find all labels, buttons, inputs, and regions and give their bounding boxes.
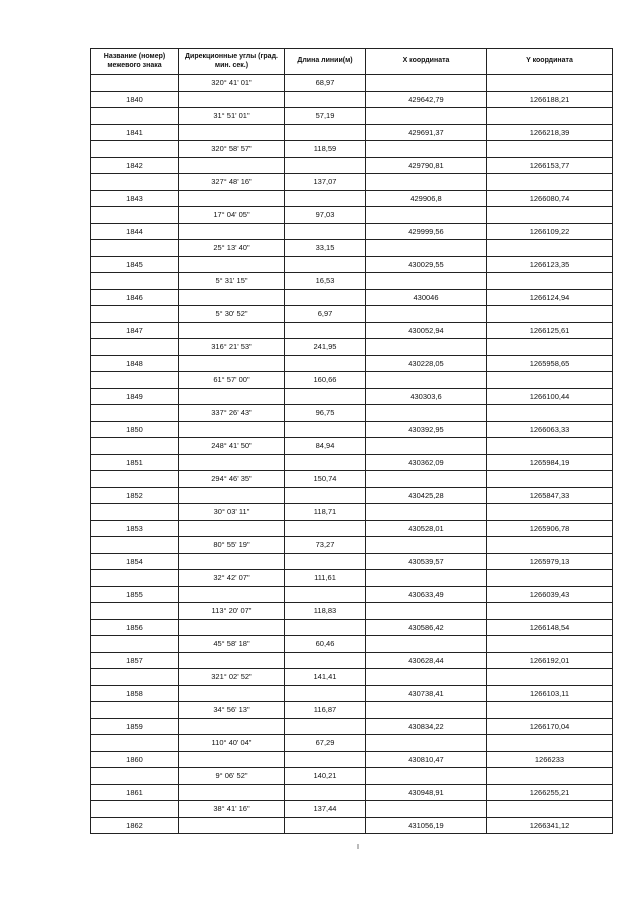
cell-angle (179, 487, 285, 504)
cell-name (91, 174, 179, 191)
cell-x: 430362,09 (366, 454, 487, 471)
cell-length: 160,66 (285, 372, 366, 389)
cell-angle: 61° 57' 00" (179, 372, 285, 389)
cell-name (91, 603, 179, 620)
cell-angle: 337° 26' 43" (179, 405, 285, 422)
table-row (91, 421, 613, 438)
cell-name (91, 273, 179, 290)
cell-angle: 316° 21' 53" (179, 339, 285, 356)
cell-angle: 9° 06' 52" (179, 768, 285, 785)
cell-x: 430948,91 (366, 784, 487, 801)
cell-y: 1266080,74 (487, 190, 613, 207)
cell-y: 1266123,35 (487, 256, 613, 273)
cell-name: 1842 (91, 157, 179, 174)
cell-name: 1840 (91, 91, 179, 108)
cell-name (91, 141, 179, 158)
cell-x (366, 174, 487, 191)
cell-length: 118,83 (285, 603, 366, 620)
cell-name (91, 768, 179, 785)
cell-y: 1266341,12 (487, 817, 613, 834)
table-row (91, 91, 613, 108)
table-row (91, 685, 613, 702)
cell-angle: 294° 46' 35" (179, 471, 285, 488)
table-row (91, 603, 613, 620)
cell-length: 96,75 (285, 405, 366, 422)
cell-length (285, 355, 366, 372)
header-x: X координата (366, 49, 487, 75)
cell-name (91, 735, 179, 752)
cell-name: 1845 (91, 256, 179, 273)
cell-length (285, 256, 366, 273)
cell-name: 1854 (91, 553, 179, 570)
cell-y (487, 801, 613, 818)
cell-y: 1266233 (487, 751, 613, 768)
cell-y (487, 306, 613, 323)
cell-y: 1265958,65 (487, 355, 613, 372)
cell-name: 1859 (91, 718, 179, 735)
table-row (91, 586, 613, 603)
table-row (91, 157, 613, 174)
cell-y: 1265984,19 (487, 454, 613, 471)
cell-x (366, 603, 487, 620)
cell-x (366, 702, 487, 719)
cell-angle: 80° 55' 19" (179, 537, 285, 554)
cell-y: 1266039,43 (487, 586, 613, 603)
cell-angle (179, 256, 285, 273)
cell-name (91, 240, 179, 257)
cell-length (285, 157, 366, 174)
table-row (91, 768, 613, 785)
table-row (91, 702, 613, 719)
cell-length (285, 190, 366, 207)
cell-length: 140,21 (285, 768, 366, 785)
cell-x (366, 570, 487, 587)
cell-length (285, 124, 366, 141)
table-row (91, 240, 613, 257)
cell-name: 1861 (91, 784, 179, 801)
cell-length (285, 817, 366, 834)
table-row (91, 784, 613, 801)
cell-name (91, 108, 179, 125)
cell-x (366, 339, 487, 356)
cell-angle: 45° 58' 18" (179, 636, 285, 653)
cell-length (285, 388, 366, 405)
cell-angle: 5° 30' 52" (179, 306, 285, 323)
cell-angle: 327° 48' 16" (179, 174, 285, 191)
table-row (91, 652, 613, 669)
cell-x (366, 108, 487, 125)
cell-y (487, 108, 613, 125)
header-y: Y координата (487, 49, 613, 75)
cell-angle: 32° 42' 07" (179, 570, 285, 587)
cell-name: 1848 (91, 355, 179, 372)
cell-length: 241,95 (285, 339, 366, 356)
cell-angle: 31° 51' 01" (179, 108, 285, 125)
cell-name: 1850 (91, 421, 179, 438)
cell-length (285, 91, 366, 108)
cell-x (366, 438, 487, 455)
table-row (91, 322, 613, 339)
cell-y (487, 504, 613, 521)
cell-angle (179, 322, 285, 339)
table-row (91, 190, 613, 207)
cell-angle: 320° 58' 57" (179, 141, 285, 158)
table-row (91, 487, 613, 504)
table-row (91, 438, 613, 455)
cell-y (487, 702, 613, 719)
cell-x: 430539,57 (366, 553, 487, 570)
cell-length (285, 784, 366, 801)
cell-name: 1847 (91, 322, 179, 339)
cell-y (487, 174, 613, 191)
cell-name (91, 801, 179, 818)
cell-length (285, 718, 366, 735)
cell-name (91, 405, 179, 422)
cell-angle: 25° 13' 40" (179, 240, 285, 257)
table-row (91, 108, 613, 125)
cell-length: 33,15 (285, 240, 366, 257)
table-row (91, 735, 613, 752)
cell-x: 430392,95 (366, 421, 487, 438)
cell-length: 84,94 (285, 438, 366, 455)
cell-x (366, 537, 487, 554)
cell-y (487, 273, 613, 290)
table-row (91, 273, 613, 290)
cell-y (487, 636, 613, 653)
cell-name (91, 471, 179, 488)
cell-angle (179, 685, 285, 702)
cell-name: 1841 (91, 124, 179, 141)
cell-angle (179, 388, 285, 405)
cell-angle (179, 91, 285, 108)
cell-x: 430052,94 (366, 322, 487, 339)
cell-angle (179, 289, 285, 306)
cell-length: 118,71 (285, 504, 366, 521)
cell-name: 1860 (91, 751, 179, 768)
cell-y: 1266148,54 (487, 619, 613, 636)
cell-length: 68,97 (285, 75, 366, 92)
cell-y (487, 240, 613, 257)
table-row (91, 223, 613, 240)
cell-angle (179, 454, 285, 471)
cell-y: 1266103,11 (487, 685, 613, 702)
cell-x (366, 141, 487, 158)
cell-y (487, 438, 613, 455)
cell-x (366, 372, 487, 389)
cell-name: 1857 (91, 652, 179, 669)
scan-speck (357, 844, 359, 849)
cell-angle (179, 190, 285, 207)
table-row (91, 570, 613, 587)
table-row (91, 801, 613, 818)
cell-length (285, 751, 366, 768)
header-angles: Дирекционные углы (град. мин. сек.) (179, 49, 285, 75)
cell-angle (179, 421, 285, 438)
cell-length (285, 487, 366, 504)
cell-angle (179, 223, 285, 240)
cell-y: 1265847,33 (487, 487, 613, 504)
cell-name: 1849 (91, 388, 179, 405)
cell-y: 1266109,22 (487, 223, 613, 240)
cell-y: 1265906,78 (487, 520, 613, 537)
cell-y (487, 735, 613, 752)
cell-x (366, 75, 487, 92)
cell-x (366, 669, 487, 686)
cell-x: 430046 (366, 289, 487, 306)
cell-y (487, 372, 613, 389)
cell-length: 137,07 (285, 174, 366, 191)
cell-length (285, 454, 366, 471)
cell-angle (179, 157, 285, 174)
cell-angle: 320° 41' 01" (179, 75, 285, 92)
cell-angle (179, 619, 285, 636)
cell-x (366, 735, 487, 752)
cell-x: 430810,47 (366, 751, 487, 768)
cell-y (487, 570, 613, 587)
cell-angle: 17° 04' 05" (179, 207, 285, 224)
cell-name: 1846 (91, 289, 179, 306)
cell-name (91, 504, 179, 521)
cell-x: 430303,6 (366, 388, 487, 405)
cell-y: 1266255,21 (487, 784, 613, 801)
cell-angle: 113° 20' 07" (179, 603, 285, 620)
cell-x: 430633,49 (366, 586, 487, 603)
cell-angle (179, 751, 285, 768)
cell-length: 118,59 (285, 141, 366, 158)
cell-angle (179, 586, 285, 603)
header-length: Длина линии(м) (285, 49, 366, 75)
cell-x (366, 240, 487, 257)
cell-y (487, 75, 613, 92)
cell-length (285, 421, 366, 438)
cell-x: 429790,81 (366, 157, 487, 174)
cell-y (487, 207, 613, 224)
cell-angle (179, 784, 285, 801)
cell-y: 1266124,94 (487, 289, 613, 306)
cell-y: 1266192,01 (487, 652, 613, 669)
cell-name (91, 306, 179, 323)
table-row (91, 124, 613, 141)
cell-y: 1265979,13 (487, 553, 613, 570)
cell-length: 73,27 (285, 537, 366, 554)
cell-length: 16,53 (285, 273, 366, 290)
cell-angle: 321° 02' 52" (179, 669, 285, 686)
cell-y: 1266170,04 (487, 718, 613, 735)
table-row (91, 141, 613, 158)
table-row (91, 471, 613, 488)
table-row (91, 306, 613, 323)
cell-x: 430834,22 (366, 718, 487, 735)
cell-length (285, 652, 366, 669)
table-row (91, 339, 613, 356)
cell-angle (179, 817, 285, 834)
table-row (91, 504, 613, 521)
cell-length: 111,61 (285, 570, 366, 587)
cell-name (91, 570, 179, 587)
cell-x (366, 207, 487, 224)
cell-length (285, 322, 366, 339)
cell-y (487, 768, 613, 785)
cell-x (366, 636, 487, 653)
table-row (91, 553, 613, 570)
table-row (91, 669, 613, 686)
table-row (91, 636, 613, 653)
cell-name: 1843 (91, 190, 179, 207)
cell-angle (179, 520, 285, 537)
cell-x: 430738,41 (366, 685, 487, 702)
table-row (91, 75, 613, 92)
table-row (91, 454, 613, 471)
cell-length (285, 520, 366, 537)
table-row (91, 619, 613, 636)
table-row (91, 718, 613, 735)
cell-x (366, 504, 487, 521)
cell-x: 429999,56 (366, 223, 487, 240)
cell-angle (179, 652, 285, 669)
cell-angle (179, 553, 285, 570)
cell-name: 1851 (91, 454, 179, 471)
cell-length (285, 553, 366, 570)
table-row (91, 372, 613, 389)
cell-name: 1853 (91, 520, 179, 537)
cell-x: 429906,8 (366, 190, 487, 207)
table-row (91, 817, 613, 834)
cell-angle: 5° 31' 15" (179, 273, 285, 290)
cell-angle (179, 355, 285, 372)
cell-length (285, 685, 366, 702)
cell-length: 6,97 (285, 306, 366, 323)
cell-length: 137,44 (285, 801, 366, 818)
table-row (91, 520, 613, 537)
cell-x: 430228,05 (366, 355, 487, 372)
table-row (91, 388, 613, 405)
cell-length (285, 619, 366, 636)
cell-length: 116,87 (285, 702, 366, 719)
cell-x (366, 471, 487, 488)
cell-x: 430586,42 (366, 619, 487, 636)
table-row (91, 256, 613, 273)
cell-x: 430628,44 (366, 652, 487, 669)
table-row (91, 207, 613, 224)
cell-length: 67,29 (285, 735, 366, 752)
cell-length: 97,03 (285, 207, 366, 224)
cell-length (285, 289, 366, 306)
cell-length: 150,74 (285, 471, 366, 488)
cell-x: 429691,37 (366, 124, 487, 141)
cell-y: 1266153,77 (487, 157, 613, 174)
boundary-coordinates-table (90, 48, 613, 834)
cell-name (91, 636, 179, 653)
cell-angle: 110° 40' 04" (179, 735, 285, 752)
cell-y: 1266188,21 (487, 91, 613, 108)
cell-length: 57,19 (285, 108, 366, 125)
table-row (91, 174, 613, 191)
cell-x (366, 405, 487, 422)
cell-y (487, 471, 613, 488)
cell-name (91, 537, 179, 554)
cell-length: 60,46 (285, 636, 366, 653)
cell-name (91, 438, 179, 455)
cell-name: 1852 (91, 487, 179, 504)
cell-y (487, 603, 613, 620)
header-name: Название (номер) межевого знака (91, 49, 179, 75)
cell-name (91, 207, 179, 224)
cell-angle (179, 718, 285, 735)
cell-name (91, 339, 179, 356)
cell-name (91, 669, 179, 686)
cell-y (487, 339, 613, 356)
cell-y: 1266218,39 (487, 124, 613, 141)
cell-x: 430528,01 (366, 520, 487, 537)
cell-x: 430425,28 (366, 487, 487, 504)
table-row (91, 355, 613, 372)
table-row (91, 751, 613, 768)
cell-y (487, 537, 613, 554)
table-header-row (91, 49, 613, 75)
cell-angle: 34° 56' 13" (179, 702, 285, 719)
table-row (91, 289, 613, 306)
cell-name: 1844 (91, 223, 179, 240)
cell-name: 1862 (91, 817, 179, 834)
cell-x (366, 273, 487, 290)
cell-x: 429642,79 (366, 91, 487, 108)
table-row (91, 405, 613, 422)
cell-name: 1856 (91, 619, 179, 636)
cell-x (366, 801, 487, 818)
cell-x (366, 306, 487, 323)
cell-length (285, 223, 366, 240)
cell-name (91, 75, 179, 92)
cell-length: 141,41 (285, 669, 366, 686)
cell-y: 1266100,44 (487, 388, 613, 405)
cell-name (91, 702, 179, 719)
cell-angle: 248° 41' 50" (179, 438, 285, 455)
cell-name (91, 372, 179, 389)
cell-y (487, 669, 613, 686)
cell-angle: 38° 41' 16" (179, 801, 285, 818)
cell-y (487, 141, 613, 158)
cell-length (285, 586, 366, 603)
table-body (91, 75, 613, 834)
cell-y: 1266125,61 (487, 322, 613, 339)
cell-y (487, 405, 613, 422)
table-row (91, 537, 613, 554)
cell-name: 1855 (91, 586, 179, 603)
cell-x: 431056,19 (366, 817, 487, 834)
cell-y: 1266063,33 (487, 421, 613, 438)
cell-angle (179, 124, 285, 141)
cell-x: 430029,55 (366, 256, 487, 273)
cell-angle: 30° 03' 11" (179, 504, 285, 521)
cell-x (366, 768, 487, 785)
cell-name: 1858 (91, 685, 179, 702)
